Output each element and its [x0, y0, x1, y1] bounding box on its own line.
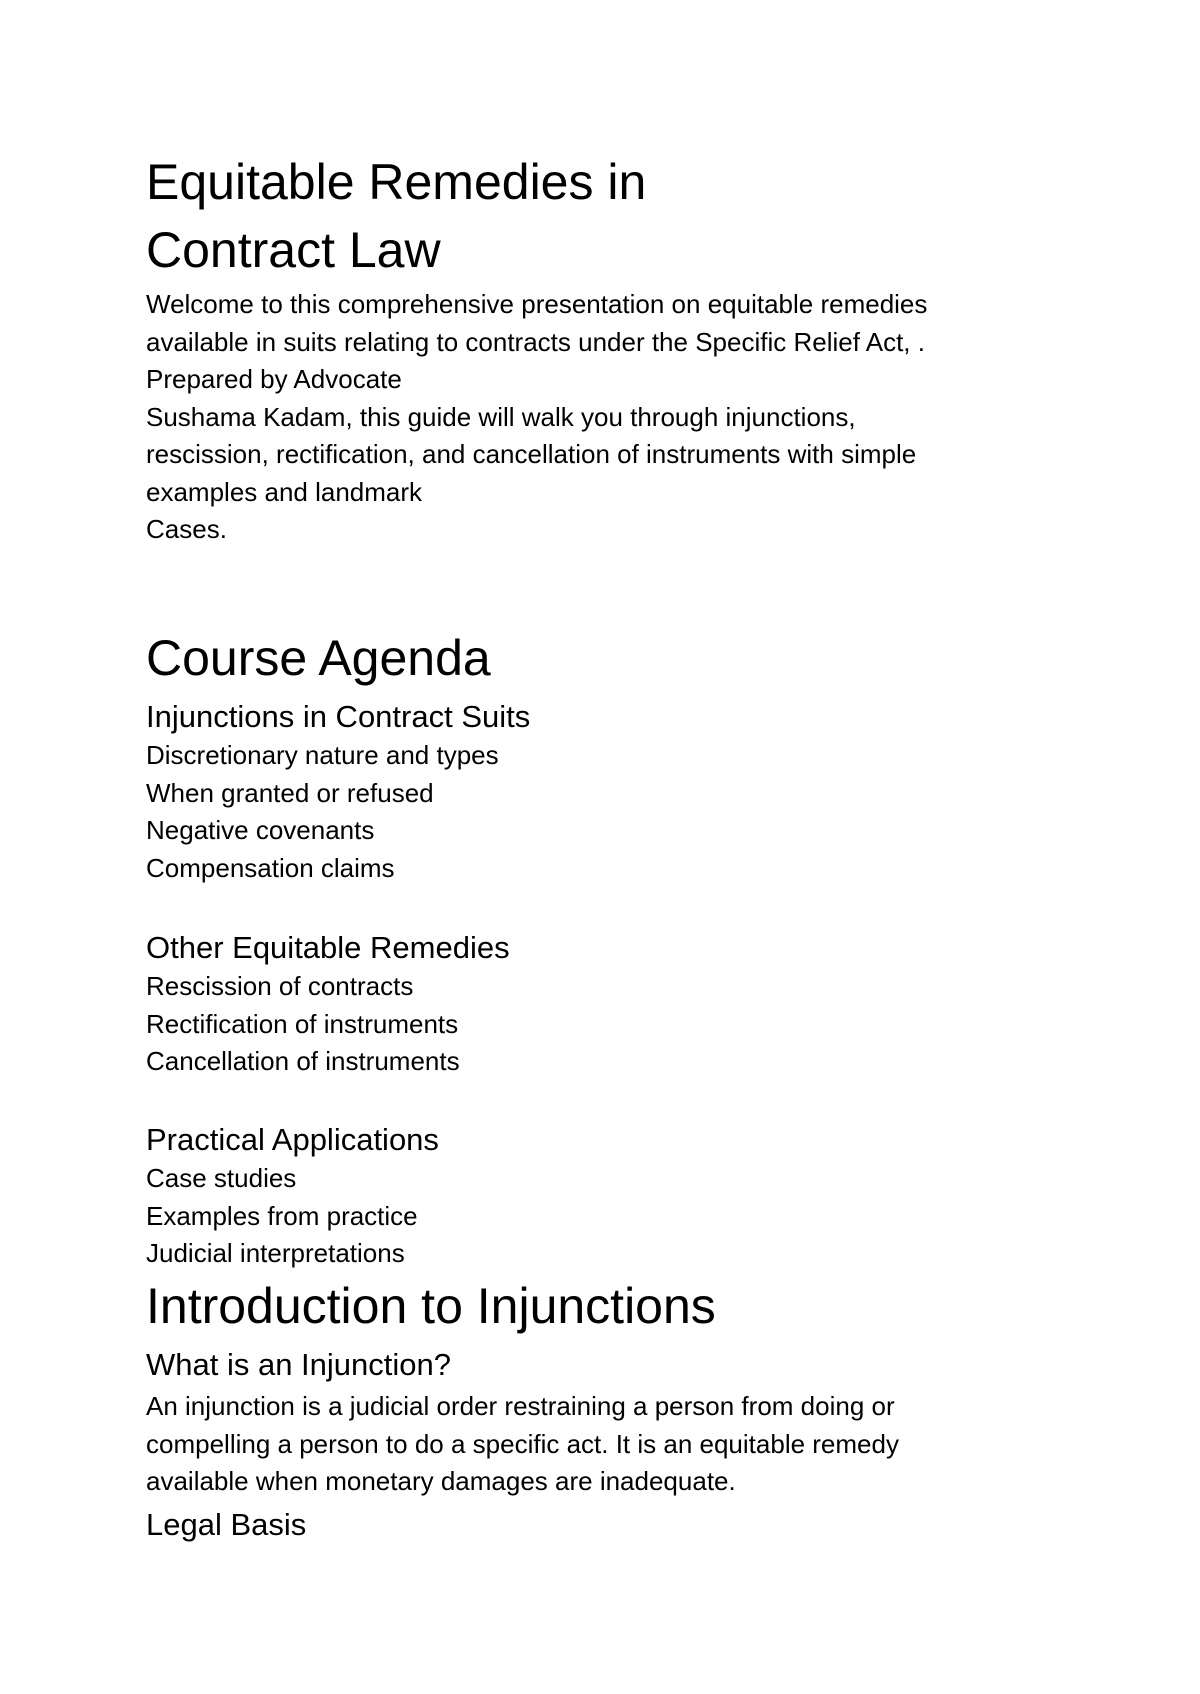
intro-line: rescission, rectification, and cancellation of instruments with simple: [146, 439, 917, 469]
intro-line: Welcome to this comprehensive presentation on equitable remedies: [146, 289, 928, 319]
agenda-item: Case studies: [146, 1163, 297, 1193]
agenda-item: Judicial interpretations: [146, 1238, 405, 1268]
agenda-group-heading: Practical Applications: [146, 1122, 439, 1157]
injunctions-title: Introduction to Injunctions: [146, 1278, 716, 1334]
intro-line: examples and landmark: [146, 476, 423, 507]
intro-line: Cases.: [146, 514, 227, 544]
agenda-item: Rectification of instruments: [146, 1008, 459, 1039]
agenda-item: Cancellation of instruments: [146, 1046, 460, 1076]
definition-line: compelling a person to do a specific act. It is an equitable remedy: [146, 1428, 899, 1459]
agenda-group-injunctions: [146, 697, 1046, 887]
agenda-group-heading: Other Equitable Remedies: [146, 930, 510, 965]
legal-basis-heading: Legal Basis: [146, 1507, 307, 1542]
intro-line: Sushama Kadam, this guide will walk you through injunctions,: [146, 401, 856, 432]
agenda-item: Negative covenants: [146, 815, 375, 845]
injunction-question-heading: What is an Injunction?: [146, 1347, 452, 1382]
agenda-group-heading: Injunctions in Contract Suits: [146, 699, 531, 734]
agenda-group-practical: [146, 1120, 1046, 1273]
intro-paragraph: [146, 286, 1046, 549]
definition-line: An injunction is a judicial order restraining a person from doing or: [146, 1391, 895, 1421]
intro-line: Prepared by Advocate: [146, 364, 402, 394]
agenda-item: Rescission of contracts: [146, 971, 414, 1001]
agenda-group-other-remedies: [146, 928, 1046, 1081]
document-title: [146, 148, 1046, 284]
title-line-2: Contract Law: [146, 222, 441, 278]
intro-line: available in suits relating to contracts under the Specific Relief Act, .: [146, 326, 925, 357]
agenda-item: When granted or refused: [146, 777, 434, 808]
definition-line: available when monetary damages are inadequate.: [146, 1466, 736, 1496]
agenda-title: Course Agenda: [146, 630, 491, 686]
title-line-1: Equitable Remedies in: [146, 154, 647, 210]
agenda-item: Compensation claims: [146, 852, 395, 883]
injunction-definition: [146, 1388, 1046, 1501]
agenda-item: Discretionary nature and types: [146, 740, 499, 770]
agenda-item: Examples from practice: [146, 1200, 418, 1231]
